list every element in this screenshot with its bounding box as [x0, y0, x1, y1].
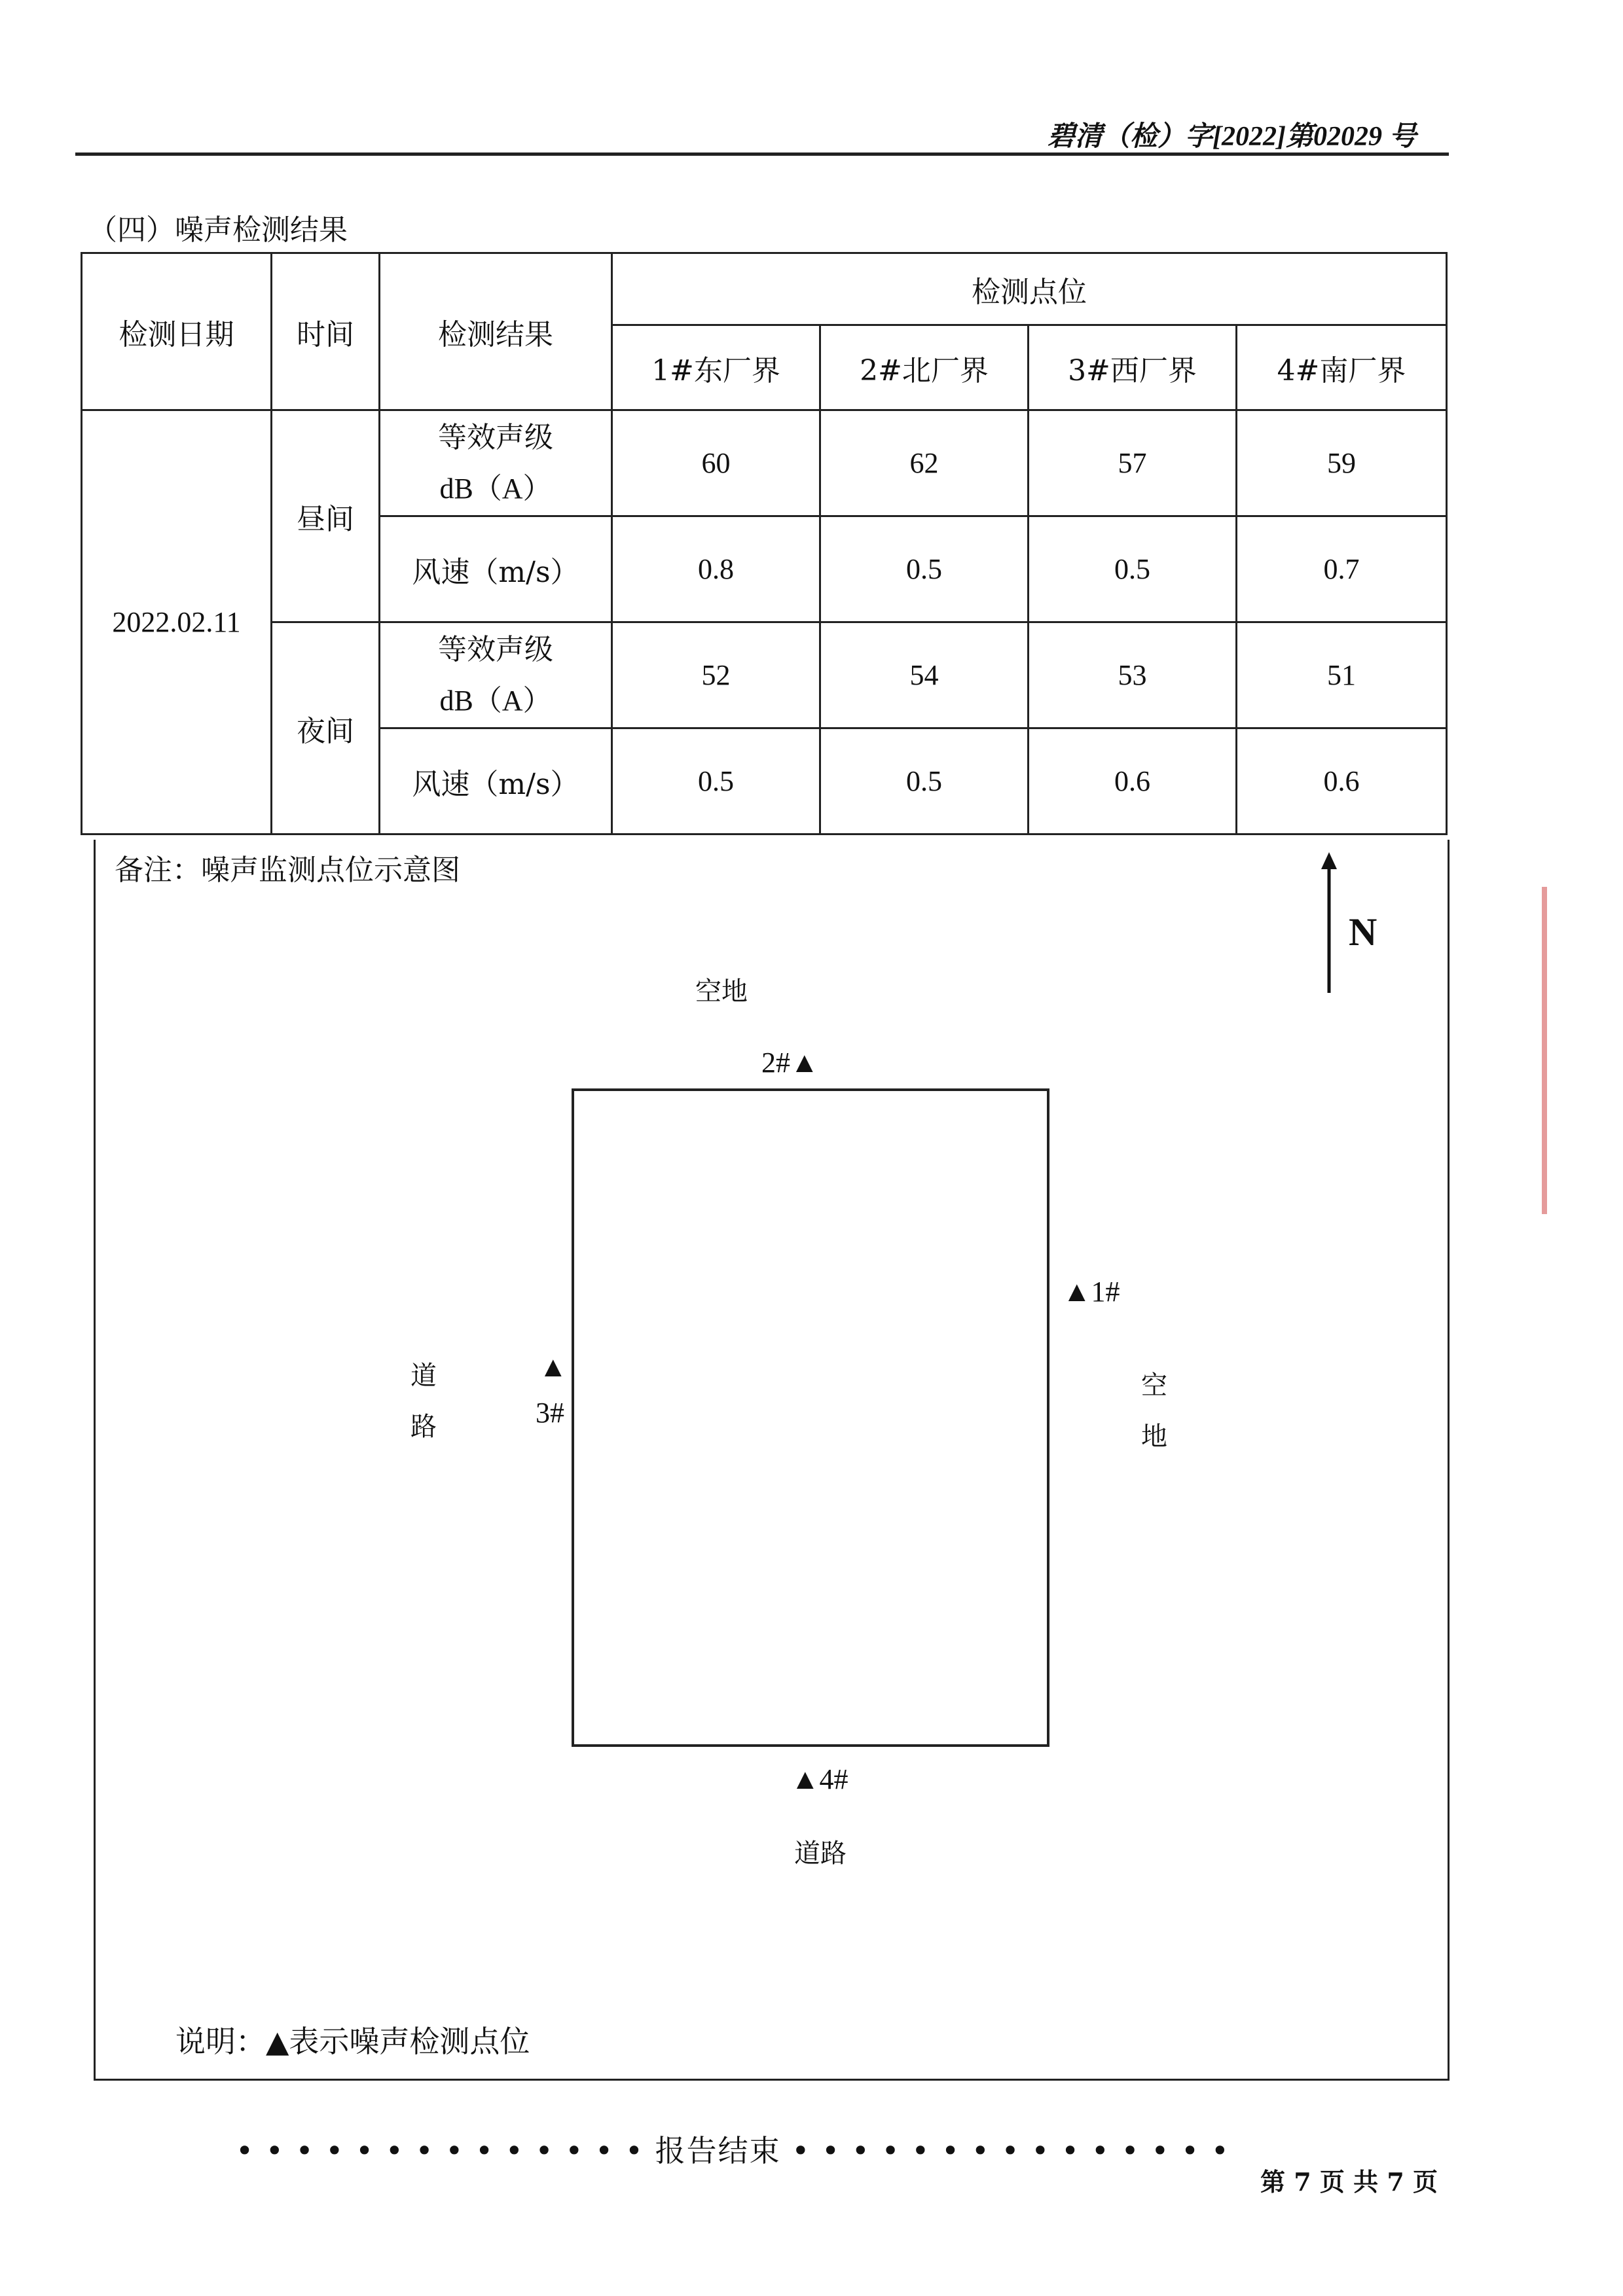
- day-label: 昼间: [272, 410, 380, 622]
- table-cell: 0.6: [1029, 728, 1237, 834]
- header-date: 检测日期: [82, 253, 272, 410]
- table-cell: 57: [1029, 410, 1237, 516]
- north-arrow-icon: [1316, 852, 1342, 996]
- point-3-label: 3#: [536, 1397, 564, 1429]
- plant-site-outline: [572, 1088, 1049, 1747]
- leq-label-line1: 等效声级: [438, 420, 553, 454]
- north-area-label: 空地: [695, 977, 748, 1007]
- leq-label-line1: 等效声级: [438, 632, 553, 666]
- table-cell: 0.5: [612, 728, 820, 834]
- table-cell: 0.8: [612, 516, 820, 622]
- seal-stamp-fragment: [1542, 887, 1623, 1214]
- table-cell: 0.5: [1029, 516, 1237, 622]
- table-cell: 0.5: [820, 728, 1029, 834]
- point-header: 4#南厂界: [1237, 325, 1447, 410]
- table-cell: 0.7: [1237, 516, 1447, 622]
- table-cell: 60: [612, 410, 820, 516]
- point-header: 1#东厂界: [612, 325, 820, 410]
- noise-results-table: [81, 252, 1448, 835]
- point-header: 2#北厂界: [820, 325, 1029, 410]
- header-time: 时间: [272, 253, 380, 410]
- header-points: 检测点位: [612, 253, 1447, 325]
- report-number: 碧清（检）字[2022]第02029 号: [1048, 122, 1417, 152]
- point-1-marker: ▲1#: [1063, 1276, 1120, 1308]
- diagram-remark: 备注：噪声监测点位示意图: [115, 853, 460, 887]
- west-label-char: 路: [410, 1412, 437, 1442]
- west-label-char: 道: [410, 1361, 437, 1391]
- page-number: 第 7 页 共 7 页: [1260, 2167, 1438, 2197]
- header-result: 检测结果: [380, 253, 612, 410]
- point-header: 3#西厂界: [1029, 325, 1237, 410]
- header-rule: [75, 152, 1449, 156]
- leq-label-line2: dB（A）: [439, 472, 552, 505]
- section-title: （四）噪声检测结果: [88, 213, 348, 247]
- table-cell: 51: [1237, 622, 1447, 728]
- night-label: 夜间: [272, 622, 380, 834]
- table-cell: 53: [1029, 622, 1237, 728]
- wind-label: 风速（m/s）: [380, 516, 612, 622]
- legend-note: 说明：▲表示噪声检测点位: [175, 2024, 530, 2059]
- leq-label-line2: dB（A）: [439, 684, 552, 717]
- table-cell: 54: [820, 622, 1029, 728]
- north-label: N: [1349, 910, 1377, 954]
- point-4-marker: ▲4#: [791, 1763, 848, 1795]
- east-label-char: 空: [1141, 1371, 1167, 1401]
- leq-label: [380, 622, 612, 728]
- point-3-triangle-icon: ▲: [539, 1351, 568, 1383]
- west-area-label: [407, 1350, 440, 1452]
- table-cell: 59: [1237, 410, 1447, 516]
- table-cell: 0.5: [820, 516, 1029, 622]
- east-area-label: [1138, 1360, 1171, 1462]
- point-2-marker: 2#▲: [761, 1047, 819, 1079]
- report-end-line: • • • • • • • • • • • • • • 报告结束 • • • • • • • • • • • • • • •: [236, 2133, 1230, 2168]
- wind-label: 风速（m/s）: [380, 728, 612, 834]
- table-cell: 0.6: [1237, 728, 1447, 834]
- table-cell: 62: [820, 410, 1029, 516]
- east-label-char: 地: [1141, 1422, 1167, 1452]
- south-area-label: 道路: [794, 1839, 847, 1869]
- date-cell: 2022.02.11: [82, 410, 272, 834]
- table-cell: 52: [612, 622, 820, 728]
- leq-label: [380, 410, 612, 516]
